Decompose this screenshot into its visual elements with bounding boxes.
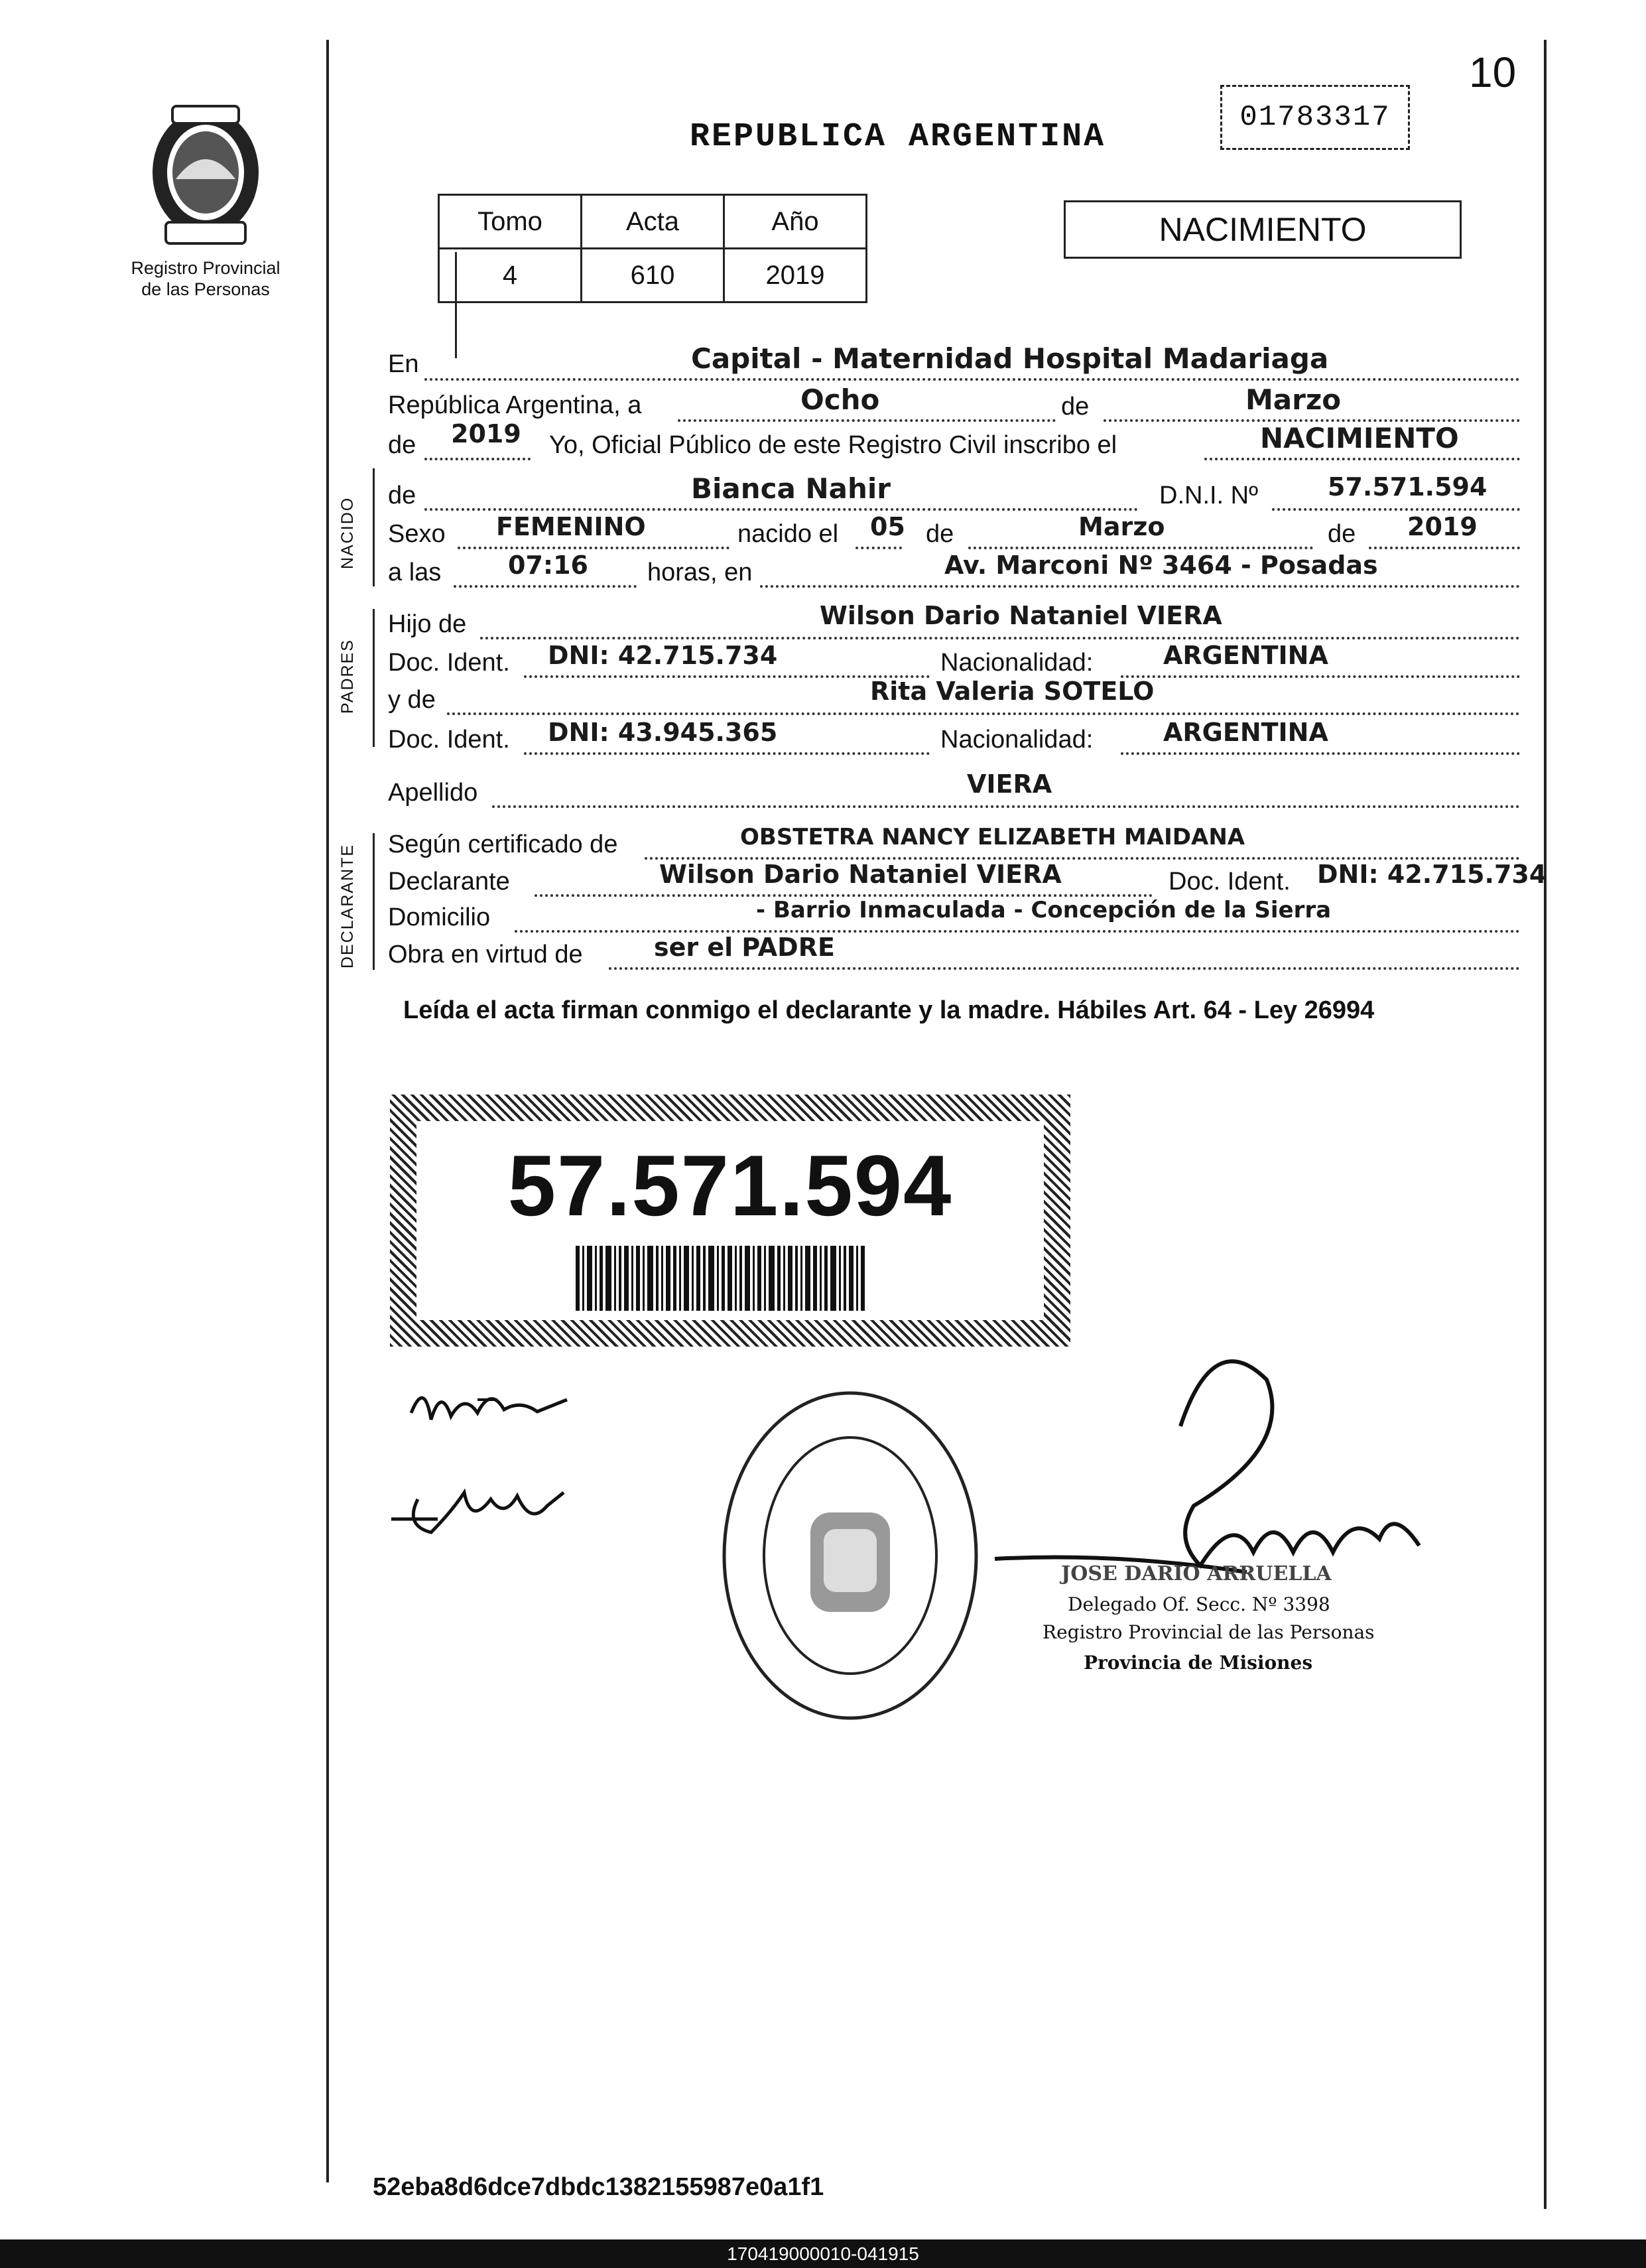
republica-label: República Argentina, a [388,391,642,419]
mother-name: Rita Valeria SOTELO [870,677,1155,706]
mother-doc-label: Doc. Ident. [388,726,510,754]
child-dni: 57.571.594 [1328,472,1488,501]
logo-caption-line1: Registro Provincial [131,258,281,278]
dom-value: - Barrio Inmaculada - Concepción de la Sierra [756,897,1332,923]
decl-doc-label: Doc. Ident. [1169,868,1291,896]
ref-value-tomo: 4 [439,249,582,302]
dots [1369,547,1520,549]
ref-header-anio: Año [724,195,867,249]
province-logo [126,100,285,252]
inscribo-value: NACIMIENTO [1260,422,1459,454]
year-value: 2019 [451,419,521,448]
dots [424,508,1138,511]
father-nac-label: Nacionalidad: [940,649,1094,677]
official-seal [718,1386,983,1725]
obra-label: Obra en virtud de [388,941,583,968]
decl-label: Declarante [388,868,510,896]
birth-hour: 07:16 [508,551,588,580]
signature-declarant [405,1373,577,1443]
document-hash: 52eba8d6dce7dbdc1382155987e0a1f1 [373,2173,824,2201]
decl-name: Wilson Dario Nataniel VIERA [659,860,1062,889]
official-line3: Provincia de Misiones [1084,1652,1313,1674]
dots [1121,752,1520,755]
dots [855,547,902,549]
ref-value-anio: 2019 [724,249,867,302]
dots [678,419,1056,422]
father-doc-label: Doc. Ident. [388,649,510,677]
dots [447,712,1520,715]
dots [454,585,637,588]
birth-year: 2019 [1407,512,1478,541]
nacido-el-label: nacido el [737,520,839,548]
apellido-value: VIERA [967,769,1052,799]
cert-label: Según certificado de [388,831,618,858]
dots [458,547,729,549]
decl-doc: DNI: 42.715.734 [1317,860,1547,889]
de-label: de [1061,393,1090,421]
month-value: Marzo [1245,383,1342,416]
official-line2: Registro Provincial de las Personas [1043,1621,1375,1643]
mother-nationality: ARGENTINA [1163,718,1328,747]
declarante-bracket [373,833,375,970]
ref-value-acta: 610 [582,249,724,302]
father-doc: DNI: 42.715.734 [548,641,778,670]
mother-nac-label: Nacionalidad: [940,726,1094,754]
dots [424,378,1520,381]
dots [492,805,1520,808]
padres-side-label: PADRES [338,639,357,714]
obra-value: ser el PADRE [654,933,835,962]
dots [1121,675,1520,678]
child-name: Bianca Nahir [691,472,891,505]
horas-label: horas, en [647,559,753,586]
birth-month: Marzo [1078,512,1165,541]
signature-mother [378,1473,570,1556]
alas-label: a las [388,559,442,586]
en-label: En [388,350,419,378]
official-line1: Delegado Of. Secc. Nº 3398 [1068,1593,1330,1615]
cert-value: OBSTETRA NANCY ELIZABETH MAIDANA [740,824,1245,850]
official-name: JOSE DARIO ARRUELLA [1061,1562,1332,1585]
sexo-label: Sexo [388,520,446,548]
country-title: REPUBLICA ARGENTINA [690,118,1106,156]
day-value: Ocho [800,383,880,416]
dots [524,752,930,755]
left-margin-line [326,40,329,2182]
footer-bar [0,2239,1646,2268]
right-margin-line [1544,40,1547,2209]
logo-caption [106,257,305,300]
sticker-number: 57.571.594 [507,1137,953,1234]
yde-label: y de [388,686,436,714]
hijo-label: Hijo de [388,610,467,638]
father-name: Wilson Dario Nataniel VIERA [820,601,1222,630]
serial-stamp [1220,85,1410,150]
record-type-box [1064,200,1462,259]
serial-number: 01783317 [1239,101,1391,134]
dots [1204,458,1520,460]
province-emblem-icon [126,100,285,252]
table-stub-line [455,252,457,358]
nacido-side-label: NACIDO [338,496,357,569]
birth-place: Av. Marconi Nº 3464 - Posadas [944,551,1378,580]
nacido-de-label2: de [926,520,954,548]
dots [760,585,1520,588]
record-type: NACIMIENTO [1159,211,1367,248]
de2-label: de [388,431,416,459]
dots [524,675,930,678]
closing-text: Leída el acta firman conmigo el declarante y la madre. Hábiles Art. 64 - Ley 26994 [403,996,1375,1024]
dots [968,547,1313,549]
footer-code: 170419000010-041915 [727,2243,919,2264]
reference-table [438,194,867,303]
father-nationality: ARGENTINA [1163,641,1328,670]
birth-day: 05 [870,512,905,541]
logo-caption-line2: de las Personas [141,279,270,299]
nacido-de-label3: de [1328,520,1356,548]
nacido-de-label: de [388,482,416,509]
barcode-icon [576,1246,947,1311]
mother-doc: DNI: 43.945.365 [548,718,778,747]
en-value: Capital - Maternidad Hospital Madariaga [691,342,1329,375]
apellido-label: Apellido [388,779,478,807]
dots [480,637,1520,639]
dni-label: D.N.I. Nº [1159,482,1258,509]
padres-bracket [373,609,375,747]
ref-header-tomo: Tomo [439,195,582,249]
dom-label: Domicilio [388,903,491,931]
page-number: 10 [1469,48,1517,96]
sexo-value: FEMENINO [496,512,646,541]
dots [424,458,531,460]
id-sticker [390,1095,1070,1347]
declarante-side-label: DECLARANTE [338,843,357,968]
dots [609,967,1520,970]
nacido-bracket [373,468,375,586]
ref-header-acta: Acta [582,195,724,249]
yo-label: Yo, Oficial Público de este Registro Civil inscribo el [549,431,1117,459]
dots [1272,508,1520,511]
